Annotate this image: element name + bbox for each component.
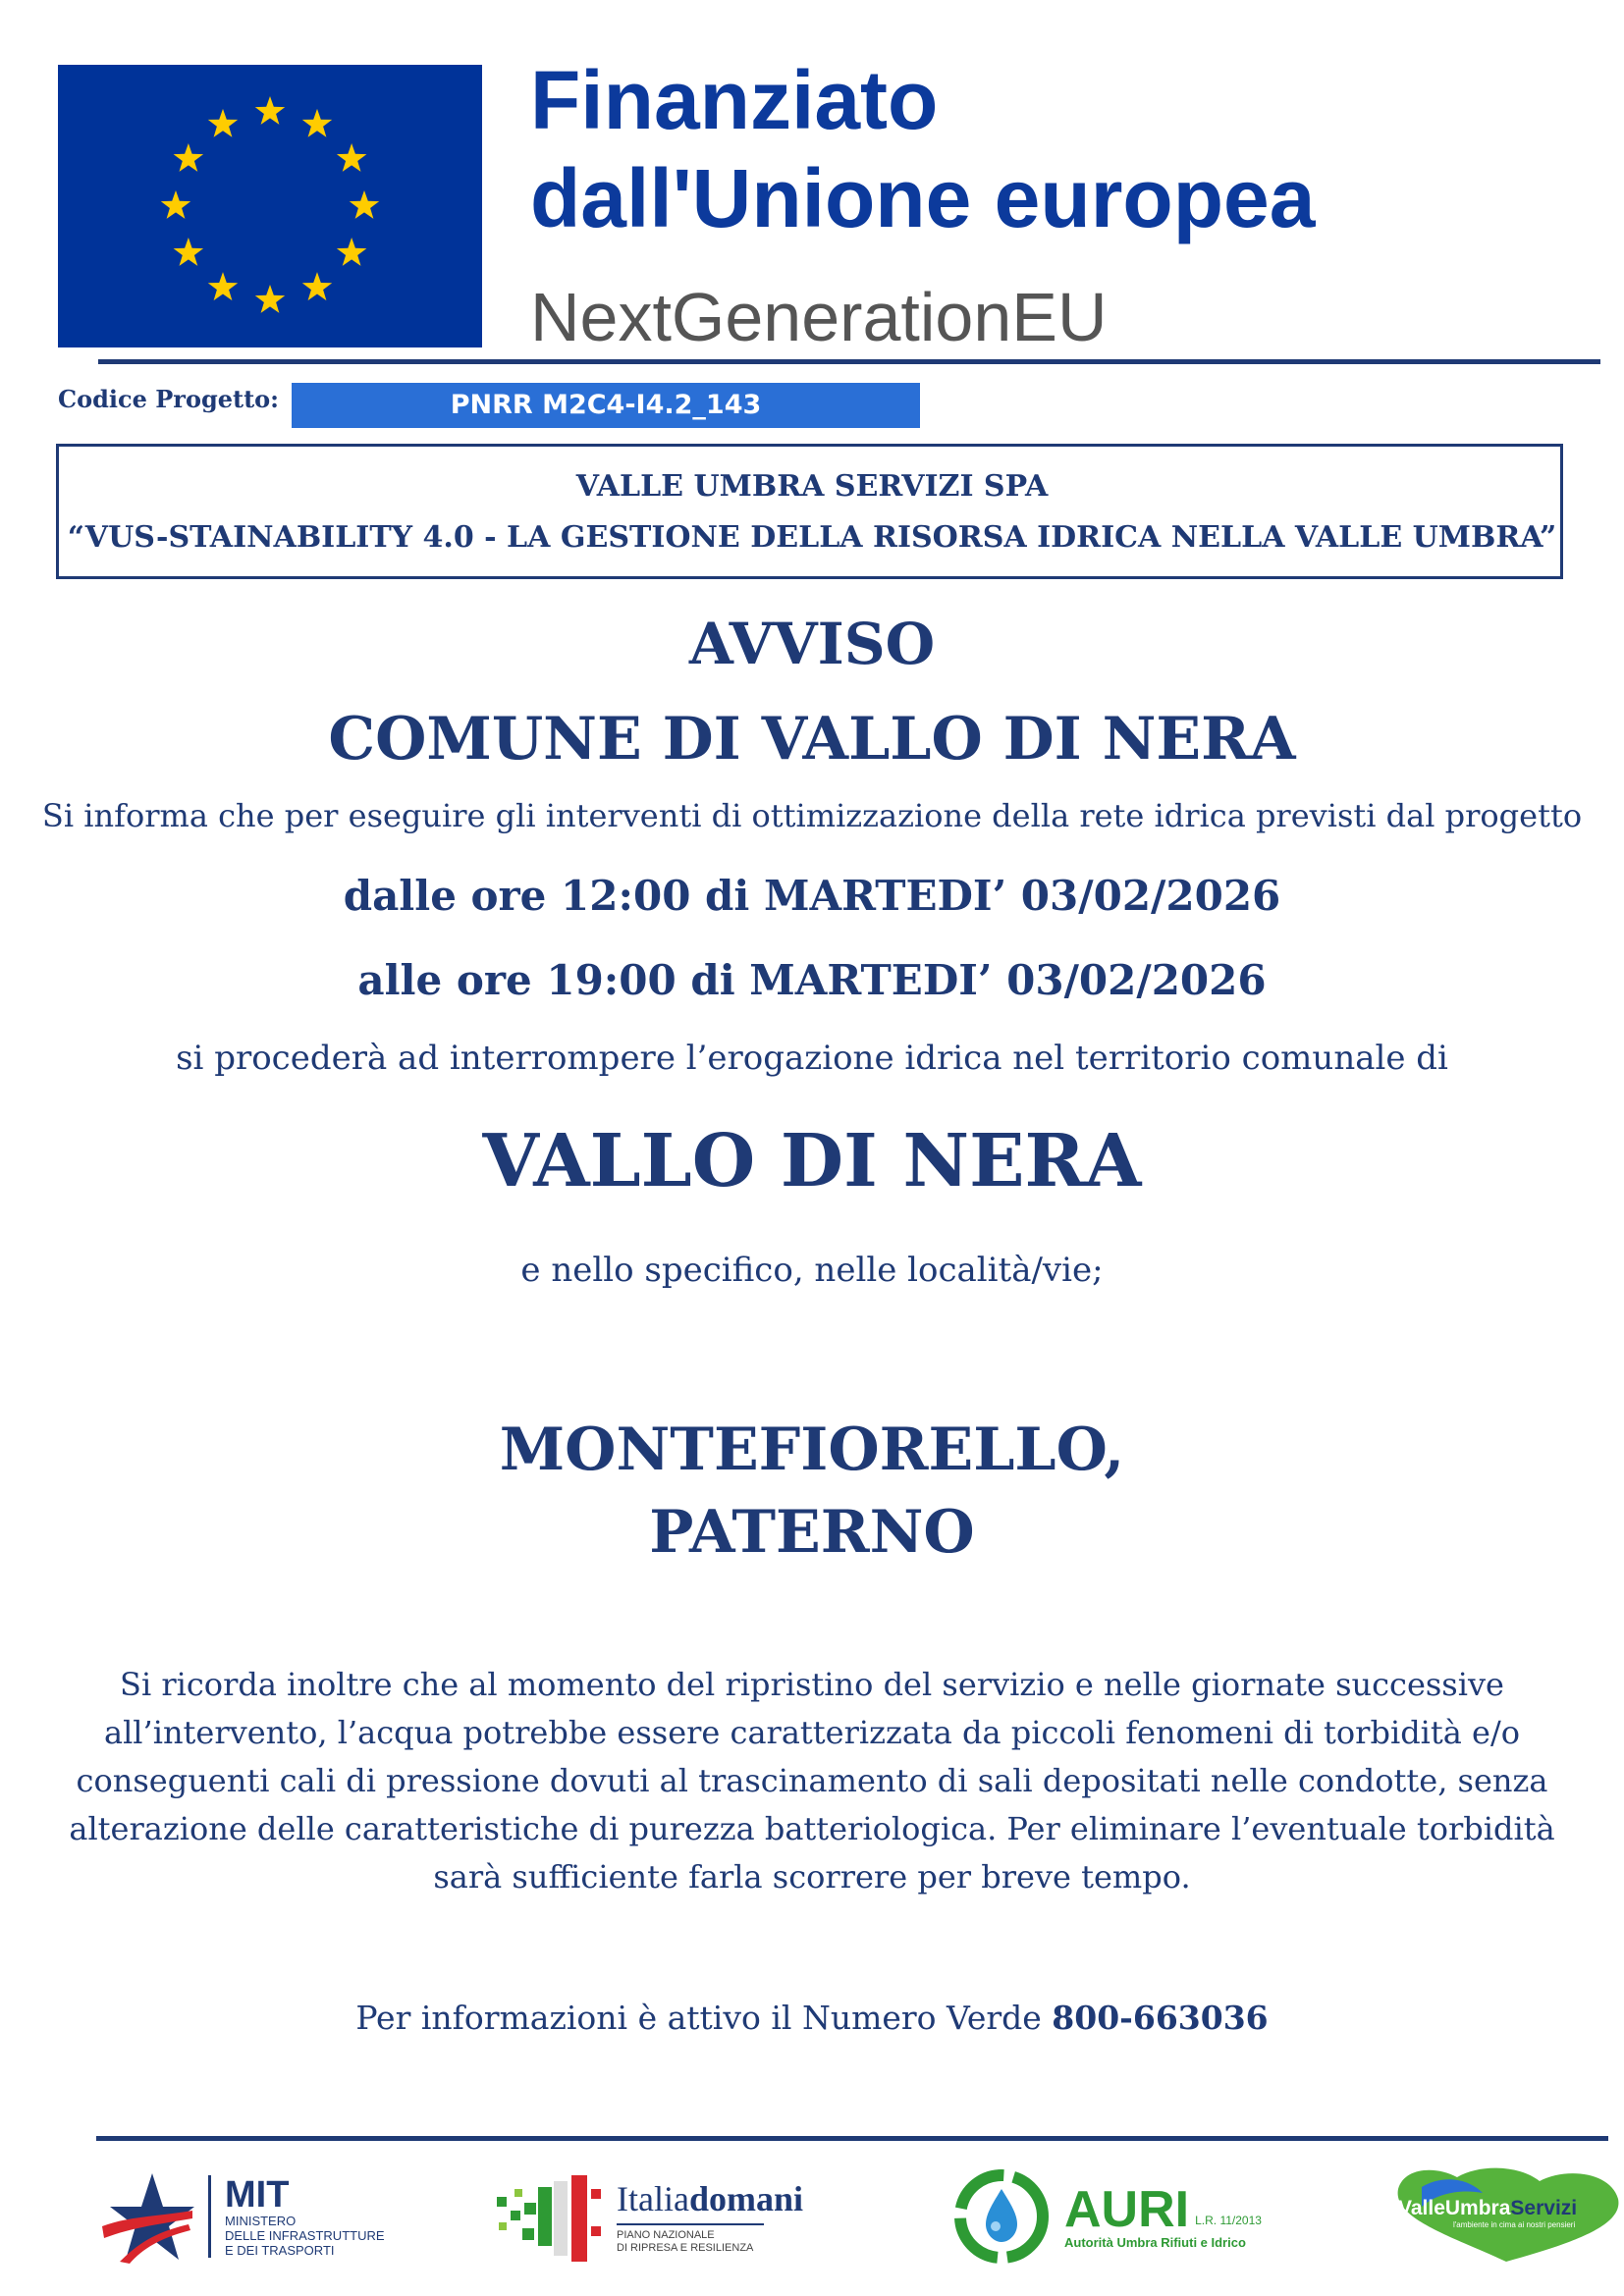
- notice-heading: AVVISO: [688, 611, 936, 677]
- company-name: VALLE UMBRA SERVIZI SPA: [575, 469, 1049, 504]
- eu-star-icon: [255, 285, 285, 313]
- eu-star-icon: [302, 272, 332, 300]
- italiadomani-line: DI RIPRESA E RESILIENZA: [617, 2242, 754, 2254]
- auri-subtitle: Autorità Umbra Rifiuti e Idrico: [1064, 2234, 1246, 2250]
- italiadomani-name-b: domani: [688, 2179, 803, 2218]
- vus-tagline: l'ambiente in cima ai nostri pensieri: [1453, 2220, 1576, 2229]
- auri-recycle-icon: [945, 2167, 1058, 2266]
- note-line: all’intervento, l’acqua potrebbe essere caratterizzata da piccoli fenomeni di torbidità e/o: [103, 1714, 1520, 1751]
- mit-line: E DEI TRASPORTI: [225, 2242, 335, 2258]
- eu-star-icon: [302, 109, 332, 137]
- turbidity-note: [59, 1661, 1565, 1901]
- italiadomani-text: [617, 2178, 803, 2255]
- info-line: [0, 1999, 1624, 2037]
- note-line: alterazione delle caratteristiche di purezza batteriologica. Per eliminare l’eventuale torbidità: [69, 1810, 1555, 1847]
- funding-line-1: Finanziato: [530, 54, 939, 146]
- project-code-label: Codice Progetto:: [58, 385, 280, 413]
- italiadomani-pixel-icon: [493, 2167, 609, 2266]
- auri-logo: [945, 2167, 1262, 2266]
- vus-name-b: Umbra: [1444, 2197, 1511, 2219]
- bottom-divider: [96, 2136, 1608, 2141]
- vus-name-c: Servizi: [1510, 2197, 1578, 2219]
- funding-line-2: dall'Unione europea: [530, 152, 1316, 244]
- italiadomani-line: PIANO NAZIONALE: [617, 2229, 715, 2241]
- eu-star-icon: [337, 238, 367, 266]
- program-name: NextGenerationEU: [530, 279, 1108, 355]
- italiadomani-name-a: Italia: [617, 2179, 689, 2218]
- interruption-statement: si procederà ad interrompere l’erogazione idrica nel territorio comunale di: [176, 1039, 1448, 1078]
- town-name: VALLO DI NERA: [482, 1119, 1142, 1203]
- info-text: Per informazioni è attivo il Numero Verde: [355, 1999, 1042, 2037]
- auri-law: L.R. 11/2013: [1195, 2213, 1262, 2227]
- notice-intro: Si informa che per eseguire gli interventi di ottimizzazione della rete idrica previsti dal progetto: [41, 797, 1583, 834]
- mit-separator: [208, 2175, 211, 2258]
- eu-stars-icon: [58, 65, 482, 347]
- eu-star-icon: [350, 190, 379, 219]
- eu-star-icon: [337, 143, 367, 172]
- note-line: conseguenti cali di pressione dovuti al trascinamento di sali depositati nelle condotte, senza: [76, 1762, 1548, 1799]
- localities-intro: e nello specifico, nelle località/vie;: [520, 1251, 1104, 1290]
- eu-star-icon: [255, 96, 285, 125]
- eu-star-icon: [174, 143, 204, 172]
- mit-line: DELLE INFRASTRUTTURE: [225, 2227, 385, 2243]
- mit-line: MINISTERO: [225, 2213, 297, 2228]
- mit-text: [225, 2173, 385, 2258]
- vus-name: [1398, 2197, 1620, 2220]
- vus-text: [1398, 2197, 1620, 2229]
- toll-free-number: 800-663036: [1052, 1999, 1269, 2037]
- auri-text: [1064, 2180, 1262, 2250]
- project-code-value: PNRR M2C4-I4.2_143: [292, 383, 920, 428]
- mit-acronym: MIT: [225, 2173, 290, 2216]
- eu-star-icon: [208, 272, 238, 300]
- note-line: sarà sufficiente farla scorrere per breve tempo.: [433, 1858, 1191, 1896]
- funding-title: [530, 51, 1315, 247]
- eu-flag: [58, 65, 482, 347]
- note-line: Si ricorda inoltre che al momento del ripristino del servizio e nelle giornate successive: [120, 1666, 1504, 1703]
- locality-item: MONTEFIORELLO,: [499, 1415, 1125, 1484]
- municipality-heading: COMUNE DI VALLO DI NERA: [328, 705, 1296, 774]
- eu-star-icon: [161, 190, 190, 219]
- italiadomani-rule: [617, 2223, 764, 2225]
- interruption-end: alle ore 19:00 di MARTEDI’ 03/02/2026: [357, 956, 1267, 1004]
- eu-star-icon: [174, 238, 204, 266]
- vus-logo: [1392, 2167, 1620, 2266]
- italiadomani-logo: [493, 2167, 803, 2266]
- eu-star-icon: [208, 109, 238, 137]
- vus-name-a: Valle: [1398, 2197, 1445, 2219]
- project-title: “VUS-STAINABILITY 4.0 - LA GESTIONE DELLA RISORSA IDRICA NELLA VALLE UMBRA”: [67, 520, 1557, 555]
- locality-item: PATERNO: [649, 1498, 975, 1567]
- mit-star-icon: [98, 2167, 194, 2266]
- top-divider: [98, 359, 1600, 364]
- interruption-start: dalle ore 12:00 di MARTEDI’ 03/02/2026: [343, 872, 1281, 920]
- auri-name: AURI: [1064, 2180, 1190, 2238]
- project-title-box: [56, 444, 1563, 579]
- mit-logo: [98, 2167, 385, 2266]
- italiadomani-name: [617, 2178, 803, 2219]
